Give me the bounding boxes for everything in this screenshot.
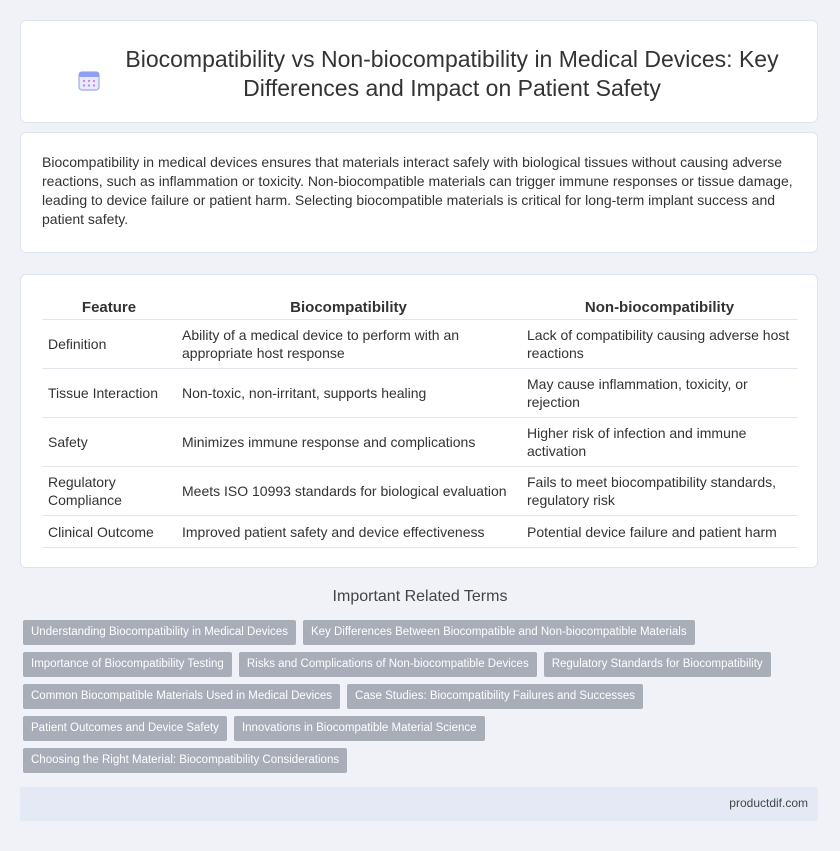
table-cell: Clinical Outcome bbox=[42, 516, 176, 548]
tag-row bbox=[23, 716, 823, 741]
tag-row bbox=[23, 620, 823, 645]
table-cell: Minimizes immune response and complications bbox=[176, 418, 521, 467]
tag-row bbox=[23, 748, 823, 773]
table-cell: Regulatory Compliance bbox=[42, 467, 176, 516]
related-terms-heading: Important Related Terms bbox=[332, 588, 508, 605]
title-row bbox=[21, 21, 817, 122]
title-card bbox=[20, 20, 818, 123]
related-terms-list bbox=[23, 620, 823, 780]
table-header-non-biocompatibility: Non-biocompatibility bbox=[521, 295, 798, 320]
table-cell: Safety bbox=[42, 418, 176, 467]
related-term-link[interactable]: Innovations in Biocompatible Material Science bbox=[234, 716, 485, 741]
table-cell: Fails to meet biocompatibility standards, regulatory risk bbox=[521, 467, 798, 516]
table-cell: Ability of a medical device to perform with an appropriate host response bbox=[176, 320, 521, 369]
related-term-link[interactable]: Choosing the Right Material: Biocompatibility Considerations bbox=[23, 748, 347, 773]
table-cell: Improved patient safety and device effectiveness bbox=[176, 516, 521, 548]
related-term-link[interactable]: Understanding Biocompatibility in Medical Devices bbox=[23, 620, 296, 645]
related-term-link[interactable]: Common Biocompatible Materials Used in Medical Devices bbox=[23, 684, 340, 709]
page-title: Biocompatibility vs Non-biocompatibility in Medical Devices: Key Differences and Impact on Patient Safety bbox=[125, 46, 779, 101]
table-header-feature: Feature bbox=[42, 295, 176, 320]
table-cell: Higher risk of infection and immune activation bbox=[521, 418, 798, 467]
footer-site-name[interactable]: productdif.com bbox=[729, 796, 808, 810]
related-term-link[interactable]: Importance of Biocompatibility Testing bbox=[23, 652, 232, 677]
related-term-link[interactable]: Risks and Complications of Non-biocompatible Devices bbox=[239, 652, 537, 677]
table-row bbox=[42, 516, 798, 548]
table-header-biocompatibility: Biocompatibility bbox=[176, 295, 521, 320]
table-header-row bbox=[42, 295, 798, 320]
footer bbox=[20, 787, 818, 821]
intro-card bbox=[20, 132, 818, 253]
table-cell: Lack of compatibility causing adverse host reactions bbox=[521, 320, 798, 369]
intro-paragraph: Biocompatibility in medical devices ensures that materials interact safely with biological tissues without causing adverse reactions, such as inflammation or toxicity. Non-biocompatible materials can trigger immune responses or tissue damage, leading to device failure or patient harm. Selecting biocompatible materials is critical for long-term implant success and patient safety. bbox=[42, 154, 793, 227]
table-cell: Non-toxic, non-irritant, supports healing bbox=[176, 369, 521, 418]
table-row bbox=[42, 467, 798, 516]
table-cell: Tissue Interaction bbox=[42, 369, 176, 418]
comparison-table bbox=[42, 295, 798, 548]
calendar-icon bbox=[77, 68, 101, 92]
related-term-link[interactable]: Key Differences Between Biocompatible and Non-biocompatible Materials bbox=[303, 620, 695, 645]
related-term-link[interactable]: Regulatory Standards for Biocompatibility bbox=[544, 652, 771, 677]
tag-row bbox=[23, 652, 823, 677]
table-row bbox=[42, 320, 798, 369]
comparison-table-card bbox=[20, 274, 818, 568]
related-term-link[interactable]: Patient Outcomes and Device Safety bbox=[23, 716, 227, 741]
table-cell: Meets ISO 10993 standards for biological evaluation bbox=[176, 467, 521, 516]
table-cell: May cause inflammation, toxicity, or rejection bbox=[521, 369, 798, 418]
related-term-link[interactable]: Case Studies: Biocompatibility Failures and Successes bbox=[347, 684, 643, 709]
table-cell: Definition bbox=[42, 320, 176, 369]
table-cell: Potential device failure and patient harm bbox=[521, 516, 798, 548]
table-row bbox=[42, 418, 798, 467]
table-row bbox=[42, 369, 798, 418]
tag-row bbox=[23, 684, 823, 709]
